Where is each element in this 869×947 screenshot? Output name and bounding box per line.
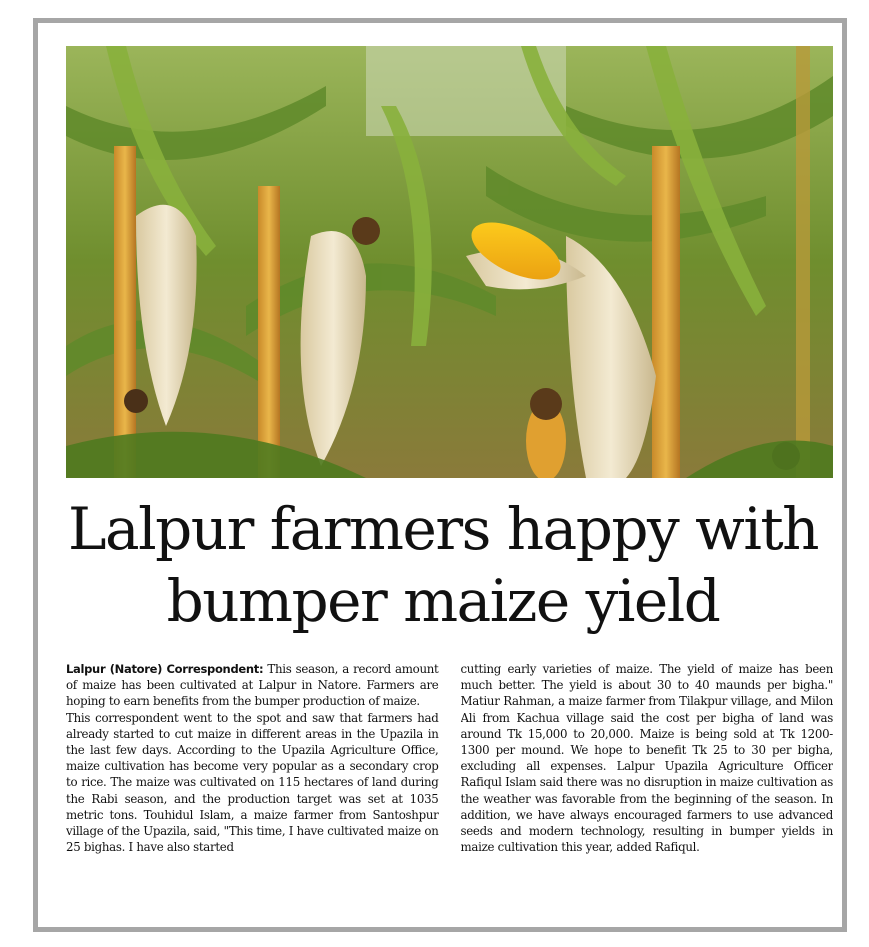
paragraph-body: This correspondent went to the spot and saw that farmers had already started to cut maize in different areas in the Upazila in the last few days. According to the Upazila Agriculture Office, maize cultivation has become very popular as a secondary crop to rice. The maize was cultivated on 115 hectares of land during the Rabi season, and the production target was set at 1035 metric tons. Touhidul Islam, a maize farmer from Santoshpur village of the Upazila, said, "This time, I have cultivated maize on 25 bighas. I have also started bbox=[66, 710, 439, 855]
article-column-left bbox=[66, 661, 439, 921]
maize-field-illustration bbox=[66, 46, 833, 478]
lead-text: This season, a record amount of maize has been cultivated at Lalpur in Natore. Farmers are hoping to earn benefits from the bumper production of maize. bbox=[66, 662, 439, 709]
maize-field-photo bbox=[66, 46, 833, 478]
byline: Lalpur (Natore) Correspondent: bbox=[66, 662, 264, 676]
article-body bbox=[66, 661, 833, 921]
paragraph-lead bbox=[66, 661, 439, 710]
paragraph-continued: cutting early varieties of maize. The yield of maize has been much better. The yield is about 30 to 40 maunds per bigha." Matiur Rahman, a maize farmer from Tilakpur village, and Milon Ali from Kachua village said the cost per bigha of land was around Tk 15,000 to 20,000. Maize is being sold at Tk 1200-1300 per mound. We hope to benefit Tk 25 to 30 per bigha, excluding all expenses. Lalpur Upazila Agriculture Officer Rafiqul Islam said there was no disruption in maize cultivation as the weather was favorable from the beginning of the season. In addition, we have always encouraged farmers to use advanced seeds and modern technology, resulting in bumper yields in maize cultivation this year, added Rafiqul. bbox=[460, 662, 833, 855]
headline: Lalpur farmers happy with bumper maize yield bbox=[67, 495, 819, 635]
article-frame bbox=[33, 18, 847, 932]
article-column-right bbox=[461, 661, 834, 921]
